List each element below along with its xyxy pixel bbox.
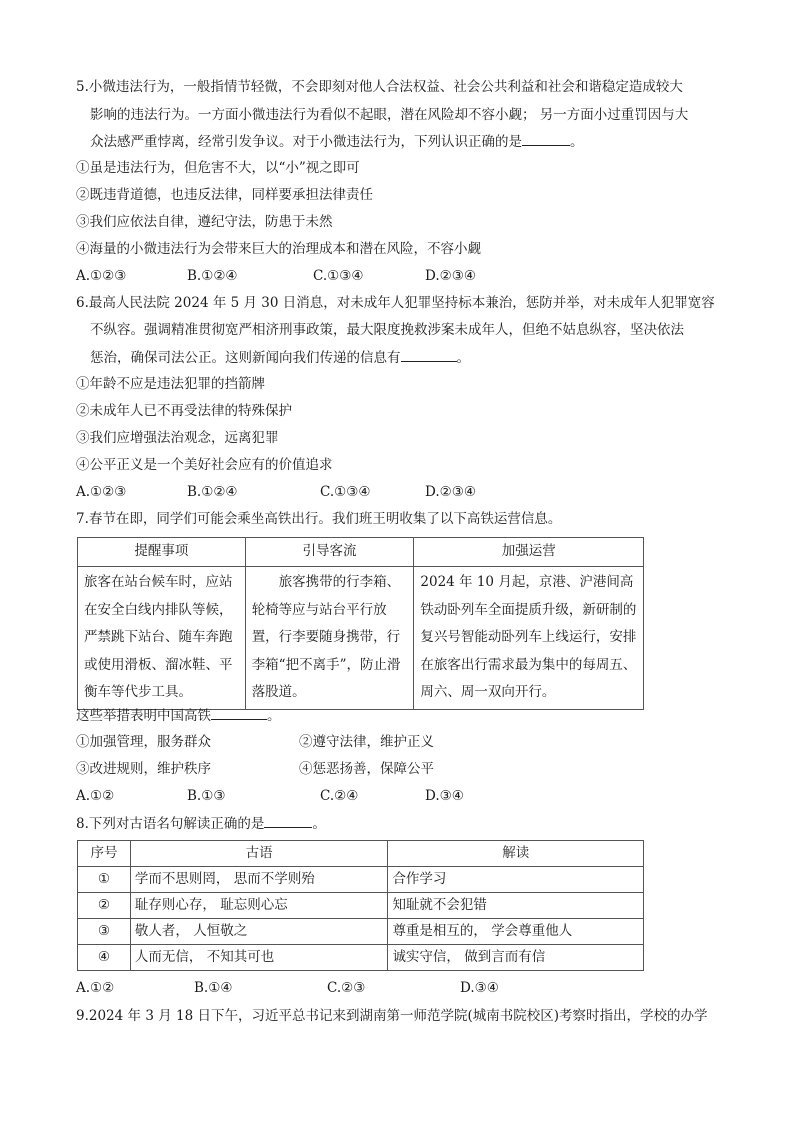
q7-options bbox=[76, 786, 464, 806]
q6-item-4: ④公平正义是一个美好社会应有的价值追求 bbox=[76, 457, 333, 473]
table-row bbox=[78, 945, 644, 971]
q5-item-1: ①虽是违法行为，但危害不大，以“小”视之即可 bbox=[76, 160, 360, 176]
q8-option-d: D.③④ bbox=[460, 980, 499, 996]
q6-option-d: D.②③④ bbox=[425, 484, 476, 500]
q8-stem-text: 8.下列对古语名句解读正确的是 bbox=[76, 816, 265, 832]
answer-blank bbox=[401, 347, 457, 362]
q8-row-interpretation: 诚实守信， 做到言而有信 bbox=[388, 945, 644, 971]
q8-header-quote: 古语 bbox=[130, 841, 388, 867]
q7-option-c: C.②④ bbox=[320, 788, 359, 804]
q7-option-b: B.①③ bbox=[187, 788, 226, 804]
q5-item-4: ④海量的小微违法行为会带来巨大的治理成本和潜在风险，不容小觑 bbox=[76, 241, 481, 257]
q6-stem-text: 惩治，确保司法公正。这则新闻向我们传递的信息有 bbox=[90, 350, 401, 366]
q5-option-c: C.①③④ bbox=[313, 268, 364, 284]
q8-header-index: 序号 bbox=[78, 841, 131, 867]
q6-option-c: C.①③④ bbox=[320, 484, 371, 500]
q7-header-guide: 引导客流 bbox=[245, 538, 414, 567]
q6-stem-line-3 bbox=[90, 347, 470, 368]
q6-item-3: ③我们应增强法治观念，远离犯罪 bbox=[76, 430, 279, 446]
q5-option-b: B.①②④ bbox=[187, 268, 238, 284]
q8-row-index: ④ bbox=[78, 945, 131, 971]
q6-stem-end: 。 bbox=[456, 350, 470, 366]
q7-items-row-2 bbox=[76, 759, 434, 779]
q9-stem-line-1: 9.2024 年 3 月 18 日下午，习近平总书记来到湖南第一师范学院(城南书院校区)考察时指出，学校的办学 bbox=[76, 1008, 708, 1024]
q8-option-a: A.①② bbox=[76, 980, 115, 996]
q8-stem-line bbox=[76, 813, 326, 834]
q7-cell-guide: 旅客携带的行李箱、轮椅等应与站台平行放置，行李要随身携带，行李箱“把不离手”，防止滑落股道。 bbox=[245, 567, 414, 710]
q8-row-interpretation: 尊重是相互的， 学会尊重他人 bbox=[388, 919, 644, 945]
q7-after-line bbox=[76, 705, 281, 726]
q5-options bbox=[76, 266, 476, 286]
q7-item-1: ①加强管理，服务群众 bbox=[76, 734, 211, 750]
q7-header-reminder: 提醒事项 bbox=[78, 538, 246, 567]
q5-stem-text: 众法感严重悖离，经常引发争议。对于小微违法行为，下列认识正确的是 bbox=[90, 134, 522, 150]
q6-item-2: ②未成年人已不再受法律的特殊保护 bbox=[76, 403, 292, 419]
q5-item-3: ③我们应依法自律，遵纪守法，防患于未然 bbox=[76, 214, 333, 230]
q5-option-a: A.①②③ bbox=[76, 268, 127, 284]
q6-options bbox=[76, 482, 476, 502]
q6-option-a: A.①②③ bbox=[76, 484, 127, 500]
q8-row-quote: 人而无信， 不知其可也 bbox=[130, 945, 388, 971]
q7-cell-reminder: 旅客在站台候车时，应站在安全白线内排队等候，严禁跳下站台、随车奔跑或使用滑板、溜冰鞋、平衡车等代步工具。 bbox=[78, 567, 246, 710]
q8-quote-table bbox=[77, 840, 644, 971]
q6-stem-line-1: 6.最高人民法院 2024 年 5 月 30 日消息，对未成年人犯罪坚持标本兼治，惩防并举，对未成年人犯罪宽容 bbox=[76, 295, 715, 311]
q7-item-3: ③改进规则，维护秩序 bbox=[76, 761, 211, 777]
q8-row-interpretation: 知耻就不会犯错 bbox=[388, 893, 644, 919]
q8-row-index: ② bbox=[78, 893, 131, 919]
answer-blank bbox=[264, 813, 312, 828]
q7-items-row-1 bbox=[76, 732, 434, 752]
q7-after-text: 这些举措表明中国高铁 bbox=[76, 708, 211, 724]
q8-row-quote: 学而不思则罔， 思而不学则殆 bbox=[130, 867, 388, 893]
q8-option-c: C.②③ bbox=[327, 980, 366, 996]
table-row bbox=[78, 893, 644, 919]
q8-row-quote: 耻存则心存， 耻忘则心忘 bbox=[130, 893, 388, 919]
q7-item-4: ④惩恶扬善，保障公平 bbox=[299, 761, 434, 777]
q7-cell-operation: 2024 年 10 月起，京港、沪港间高铁动卧列车全面提质升级，新研制的复兴号智能动卧列车上线运行，安排在旅客出行需求最为集中的每周五、周六、周一双向开行。 bbox=[414, 567, 644, 710]
q7-option-a: A.①② bbox=[76, 788, 115, 804]
table-row bbox=[78, 867, 644, 893]
q7-info-table bbox=[77, 537, 644, 710]
q8-stem-end: 。 bbox=[312, 816, 326, 832]
q7-header-operation: 加强运营 bbox=[414, 538, 644, 567]
q7-after-end: 。 bbox=[267, 708, 281, 724]
q5-option-d: D.②③④ bbox=[425, 268, 476, 284]
q8-row-index: ③ bbox=[78, 919, 131, 945]
q6-item-1: ①年龄不应是违法犯罪的挡箭牌 bbox=[76, 376, 265, 392]
q7-item-2: ②遵守法律，维护正义 bbox=[299, 734, 434, 750]
q5-stem-end: 。 bbox=[570, 134, 584, 150]
q5-item-2: ②既违背道德，也违反法律，同样要承担法律责任 bbox=[76, 187, 373, 203]
q6-stem-line-2: 不纵容。强调精准贯彻宽严相济刑事政策，最大限度挽救涉案未成年人，但绝不姑息纵容，坚决依法 bbox=[90, 322, 684, 338]
q8-header-interpretation: 解读 bbox=[388, 841, 644, 867]
q8-row-interpretation: 合作学习 bbox=[388, 867, 644, 893]
answer-blank bbox=[522, 131, 570, 146]
q5-stem-line-1: 5.小微违法行为，一般指情节轻微，不会即刻对他人合法权益、社会公共利益和社会和谐稳定造成较大 bbox=[76, 79, 683, 95]
q7-option-d: D.③④ bbox=[425, 788, 464, 804]
q8-row-quote: 敬人者， 人恒敬之 bbox=[130, 919, 388, 945]
q5-stem-line-2: 影响的违法行为。一方面小微违法行为看似不起眼，潜在风险却不容小觑； 另一方面小过重罚因与大 bbox=[90, 107, 689, 123]
q6-option-b: B.①②④ bbox=[187, 484, 238, 500]
answer-blank bbox=[211, 705, 267, 720]
q8-options bbox=[76, 978, 499, 998]
q8-row-index: ① bbox=[78, 867, 131, 893]
q8-option-b: B.①④ bbox=[194, 980, 233, 996]
table-row bbox=[78, 919, 644, 945]
q5-stem-line-3 bbox=[90, 131, 584, 152]
q7-stem: 7.春节在即，同学们可能会乘坐高铁出行。我们班王明收集了以下高铁运营信息。 bbox=[76, 511, 562, 527]
